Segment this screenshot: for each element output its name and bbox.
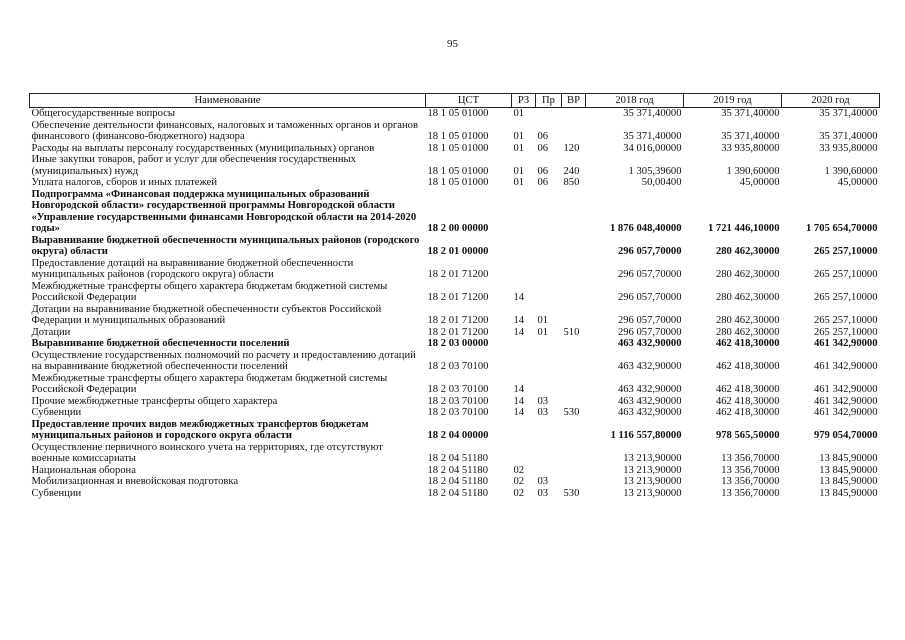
table-row: [30, 338, 880, 350]
col-header-cst: ЦСТ: [426, 94, 512, 108]
table-row: [30, 120, 880, 143]
cell-vr: [562, 235, 586, 258]
col-header-2019: 2019 год: [684, 94, 782, 108]
cell-cst: 18 2 04 51180: [427, 476, 489, 487]
cell-vr: [562, 350, 586, 373]
cell-2019: 462 418,30000: [715, 407, 780, 418]
cell-2018: 296 057,70000: [617, 246, 682, 257]
cell-pr: [536, 338, 562, 350]
cell-rz: [512, 235, 536, 258]
cell-2020: 1 390,60000: [824, 165, 878, 177]
cell-cst: 18 2 04 51180: [427, 464, 489, 476]
col-header-pr: Пр: [536, 94, 562, 108]
cell-cst: 18 2 04 51180: [427, 453, 489, 464]
cell-vr: [562, 338, 586, 350]
cell-2018: 296 057,70000: [617, 326, 682, 338]
cell-2018: 35 371,40000: [623, 131, 682, 142]
cell-name: Осуществление государственных полномочий по расчету и предоставлению дотаций на выравнивание бюджетной обеспеченности поселений: [31, 349, 416, 372]
cell-name: Субвенции: [31, 407, 82, 418]
cell-2019: 462 418,30000: [715, 384, 780, 395]
cell-2019: 13 356,70000: [721, 464, 780, 476]
cell-2019: 280 462,30000: [715, 269, 780, 280]
cell-2019: 280 462,30000: [715, 292, 780, 303]
table-row: [30, 258, 880, 281]
cell-cst: 18 2 03 70100: [427, 384, 489, 395]
cell-2020: 461 342,90000: [813, 361, 878, 372]
cell-2019: 280 462,30000: [715, 246, 780, 257]
cell-rz: 14: [513, 395, 525, 407]
cell-vr: [562, 373, 586, 396]
cell-pr: [536, 258, 562, 281]
cell-rz: 01: [513, 108, 525, 119]
cell-2020: 979 054,70000: [813, 430, 878, 441]
cell-2019: 1 390,60000: [726, 165, 780, 177]
cell-2018: 50,00400: [641, 177, 682, 188]
cell-name: Межбюджетные трансферты общего характера бюджетам бюджетной системы Российской Федерации: [31, 280, 388, 303]
cell-name: Национальная оборона: [31, 464, 136, 476]
cell-2018: 34 016,00000: [623, 142, 682, 154]
cell-2019: 1 721 446,10000: [707, 223, 780, 234]
cell-name: Подпрограмма «Финансовая поддержка муниципальных образований Новгородской области» государственной программы Новгородской области «Управление государственными финансами Новгородской области на 2014-2020 годы»: [31, 188, 417, 234]
cell-rz: 14: [513, 292, 525, 303]
cell-vr: 530: [563, 407, 580, 418]
cell-2020: 13 845,90000: [819, 464, 878, 476]
cell-2018: 13 213,90000: [623, 464, 682, 476]
cell-pr: 01: [537, 326, 549, 338]
cell-vr: 850: [563, 177, 580, 188]
cell-2019: 13 356,70000: [721, 487, 780, 499]
cell-name: Уплата налогов, сборов и иных платежей: [31, 177, 218, 188]
table-body: [30, 108, 880, 500]
cell-rz: 01: [513, 165, 525, 177]
col-header-2018: 2018 год: [586, 94, 684, 108]
cell-rz: 14: [513, 315, 525, 326]
cell-2020: 265 257,10000: [813, 326, 878, 338]
cell-name: Мобилизационная и вневойсковая подготовка: [31, 476, 239, 487]
table-row: [30, 281, 880, 304]
cell-cst: 18 2 03 70100: [427, 361, 489, 372]
table-row: [30, 373, 880, 396]
cell-cst: 18 2 03 70100: [427, 395, 489, 407]
cell-cst: 18 1 05 01000: [427, 165, 489, 177]
cell-2020: 45,00000: [837, 177, 878, 188]
cell-pr: [536, 442, 562, 465]
table-row: [30, 442, 880, 465]
cell-2019: 462 418,30000: [715, 361, 780, 372]
cell-2018: 35 371,40000: [623, 108, 682, 119]
cell-pr: [536, 108, 562, 120]
cell-2018: 463 432,90000: [617, 384, 682, 395]
cell-2018: 296 057,70000: [617, 315, 682, 326]
cell-cst: 18 1 05 01000: [427, 131, 489, 142]
table-row: [30, 177, 880, 189]
cell-2019: 33 935,80000: [721, 142, 780, 154]
table-header-row: [30, 94, 880, 108]
cell-name: Межбюджетные трансферты общего характера бюджетам бюджетной системы Российской Федерации: [31, 372, 388, 395]
cell-pr: [536, 373, 562, 396]
page-number: 95: [447, 38, 458, 50]
cell-2020: 35 371,40000: [819, 131, 878, 142]
cell-name: Субвенции: [31, 487, 82, 499]
cell-name: Дотации: [31, 326, 71, 338]
budget-table: [29, 93, 880, 499]
cell-2020: 35 371,40000: [819, 108, 878, 119]
cell-vr: [562, 442, 586, 465]
cell-name: Расходы на выплаты персоналу государственных (муниципальных) органов: [31, 142, 375, 154]
cell-name: Обеспечение деятельности финансовых, налоговых и таможенных органов и органов финансового (финансово-бюджетного) надзора: [31, 119, 418, 142]
cell-2018: 463 432,90000: [617, 407, 682, 418]
cell-rz: 14: [513, 384, 525, 395]
cell-2020: 265 257,10000: [813, 246, 878, 257]
cell-name: Дотации на выравнивание бюджетной обеспеченности субъектов Российской Федерации и муниципальных образований: [31, 303, 382, 326]
table-row: [30, 154, 880, 177]
cell-cst: 18 2 03 70100: [427, 407, 489, 418]
table-row: [30, 304, 880, 327]
cell-2019: 280 462,30000: [715, 315, 780, 326]
cell-2019: 978 565,50000: [715, 430, 780, 441]
cell-2020: 33 935,80000: [819, 142, 878, 154]
cell-pr: 06: [537, 142, 549, 154]
cell-2020: 265 257,10000: [813, 315, 878, 326]
cell-pr: 06: [537, 165, 549, 177]
cell-rz: 01: [513, 177, 525, 188]
col-header-vr: ВР: [562, 94, 586, 108]
cell-rz: [512, 338, 536, 350]
cell-cst: 18 1 05 01000: [427, 108, 489, 119]
cell-2018: 13 213,90000: [623, 476, 682, 487]
cell-cst: 18 2 01 71200: [427, 326, 489, 338]
cell-vr: 530: [563, 487, 580, 499]
cell-rz: [512, 189, 536, 235]
cell-2019: 13 356,70000: [721, 453, 780, 464]
cell-rz: 02: [513, 476, 525, 487]
cell-2020: 461 342,90000: [813, 384, 878, 395]
cell-cst: 18 2 00 00000: [427, 223, 489, 234]
cell-2018: 1 305,39600: [628, 165, 682, 177]
cell-name: Предоставление дотаций на выравнивание бюджетной обеспеченности муниципальных районов (городского округа) области: [31, 257, 354, 280]
cell-2018: 1 116 557,80000: [610, 430, 682, 441]
col-header-name: Наименование: [30, 94, 426, 108]
cell-2020: 461 342,90000: [813, 338, 878, 349]
cell-2020: 1 705 654,70000: [805, 223, 878, 234]
cell-rz: 14: [513, 407, 525, 418]
cell-pr: 03: [537, 476, 549, 487]
table-row: [30, 488, 880, 500]
cell-name: Прочие межбюджетные трансферты общего характера: [31, 395, 278, 407]
cell-cst: 18 1 05 01000: [427, 142, 489, 154]
cell-vr: [562, 304, 586, 327]
col-header-2020: 2020 год: [782, 94, 880, 108]
cell-cst: 18 2 01 71200: [427, 292, 489, 303]
cell-vr: [562, 189, 586, 235]
cell-pr: [536, 419, 562, 442]
cell-name: Осуществление первичного воинского учета на территориях, где отсутствуют военные комиссариаты: [31, 441, 383, 464]
cell-2018: 463 432,90000: [617, 395, 682, 407]
cell-pr: 03: [537, 487, 549, 499]
cell-pr: [536, 189, 562, 235]
cell-cst: 18 2 04 00000: [427, 430, 489, 441]
table-row: [30, 143, 880, 155]
cell-pr: 03: [537, 407, 549, 418]
cell-2018: 463 432,90000: [617, 338, 682, 349]
cell-cst: 18 2 01 71200: [427, 269, 489, 280]
cell-name: Предоставление прочих видов межбюджетных трансфертов бюджетам муниципальных районов и городского округа области: [31, 418, 369, 441]
cell-name: Иные закупки товаров, работ и услуг для обеспечения государственных (муниципальных) нужд: [31, 154, 356, 177]
cell-2018: 1 876 048,40000: [609, 223, 682, 234]
cell-vr: [562, 396, 586, 408]
cell-2019: 45,00000: [739, 177, 780, 188]
table-row: [30, 419, 880, 442]
cell-pr: [536, 350, 562, 373]
table-row: [30, 350, 880, 373]
cell-2020: 13 845,90000: [819, 453, 878, 464]
table-row: [30, 235, 880, 258]
cell-name: Общегосударственные вопросы: [31, 108, 175, 119]
cell-2020: 13 845,90000: [819, 487, 878, 499]
cell-rz: [512, 350, 536, 373]
cell-name: Выравнивание бюджетной обеспеченности муниципальных районов (городского округа) области: [31, 234, 420, 257]
cell-2019: 462 418,30000: [715, 395, 780, 407]
cell-cst: 18 1 05 01000: [427, 177, 489, 188]
cell-cst: 18 2 01 71200: [427, 315, 489, 326]
cell-vr: [562, 281, 586, 304]
cell-vr: [562, 120, 586, 143]
col-header-rz: РЗ: [512, 94, 536, 108]
cell-rz: [512, 258, 536, 281]
cell-cst: 18 2 04 51180: [427, 487, 489, 499]
cell-rz: 02: [513, 487, 525, 499]
cell-name: Выравнивание бюджетной обеспеченности поселений: [31, 338, 290, 349]
cell-pr: 03: [537, 395, 549, 407]
cell-2019: 35 371,40000: [721, 108, 780, 119]
cell-vr: 240: [563, 165, 580, 177]
cell-vr: 120: [563, 142, 580, 154]
cell-2019: 462 418,30000: [715, 338, 780, 349]
table-row: [30, 108, 880, 120]
cell-2019: 35 371,40000: [721, 131, 780, 142]
cell-rz: 01: [513, 142, 525, 154]
cell-cst: 18 2 01 00000: [427, 246, 489, 257]
cell-vr: [562, 465, 586, 477]
table-row: [30, 407, 880, 419]
cell-vr: [562, 419, 586, 442]
cell-2018: 296 057,70000: [617, 292, 682, 303]
cell-rz: 14: [513, 326, 525, 338]
cell-vr: 510: [563, 326, 580, 338]
cell-rz: 01: [513, 131, 525, 142]
cell-2019: 13 356,70000: [721, 476, 780, 487]
cell-2020: 461 342,90000: [813, 407, 878, 418]
cell-pr: 06: [537, 131, 549, 142]
cell-rz: [512, 419, 536, 442]
table-row: [30, 327, 880, 339]
cell-2020: 461 342,90000: [813, 395, 878, 407]
cell-pr: 06: [537, 177, 549, 188]
cell-rz: 02: [513, 464, 525, 476]
cell-2020: 265 257,10000: [813, 292, 878, 303]
cell-2020: 13 845,90000: [819, 476, 878, 487]
cell-pr: [536, 465, 562, 477]
table-row: [30, 465, 880, 477]
cell-vr: [562, 108, 586, 120]
cell-2019: 280 462,30000: [715, 326, 780, 338]
cell-2018: 296 057,70000: [617, 269, 682, 280]
cell-vr: [562, 258, 586, 281]
table-row: [30, 189, 880, 235]
cell-2018: 13 213,90000: [623, 487, 682, 499]
cell-rz: [512, 442, 536, 465]
cell-pr: 01: [537, 315, 549, 326]
cell-2018: 463 432,90000: [617, 361, 682, 372]
cell-cst: 18 2 03 00000: [427, 338, 489, 349]
cell-2018: 13 213,90000: [623, 453, 682, 464]
table-row: [30, 476, 880, 488]
cell-pr: [536, 281, 562, 304]
cell-vr: [562, 476, 586, 488]
cell-pr: [536, 235, 562, 258]
table-row: [30, 396, 880, 408]
cell-2020: 265 257,10000: [813, 269, 878, 280]
